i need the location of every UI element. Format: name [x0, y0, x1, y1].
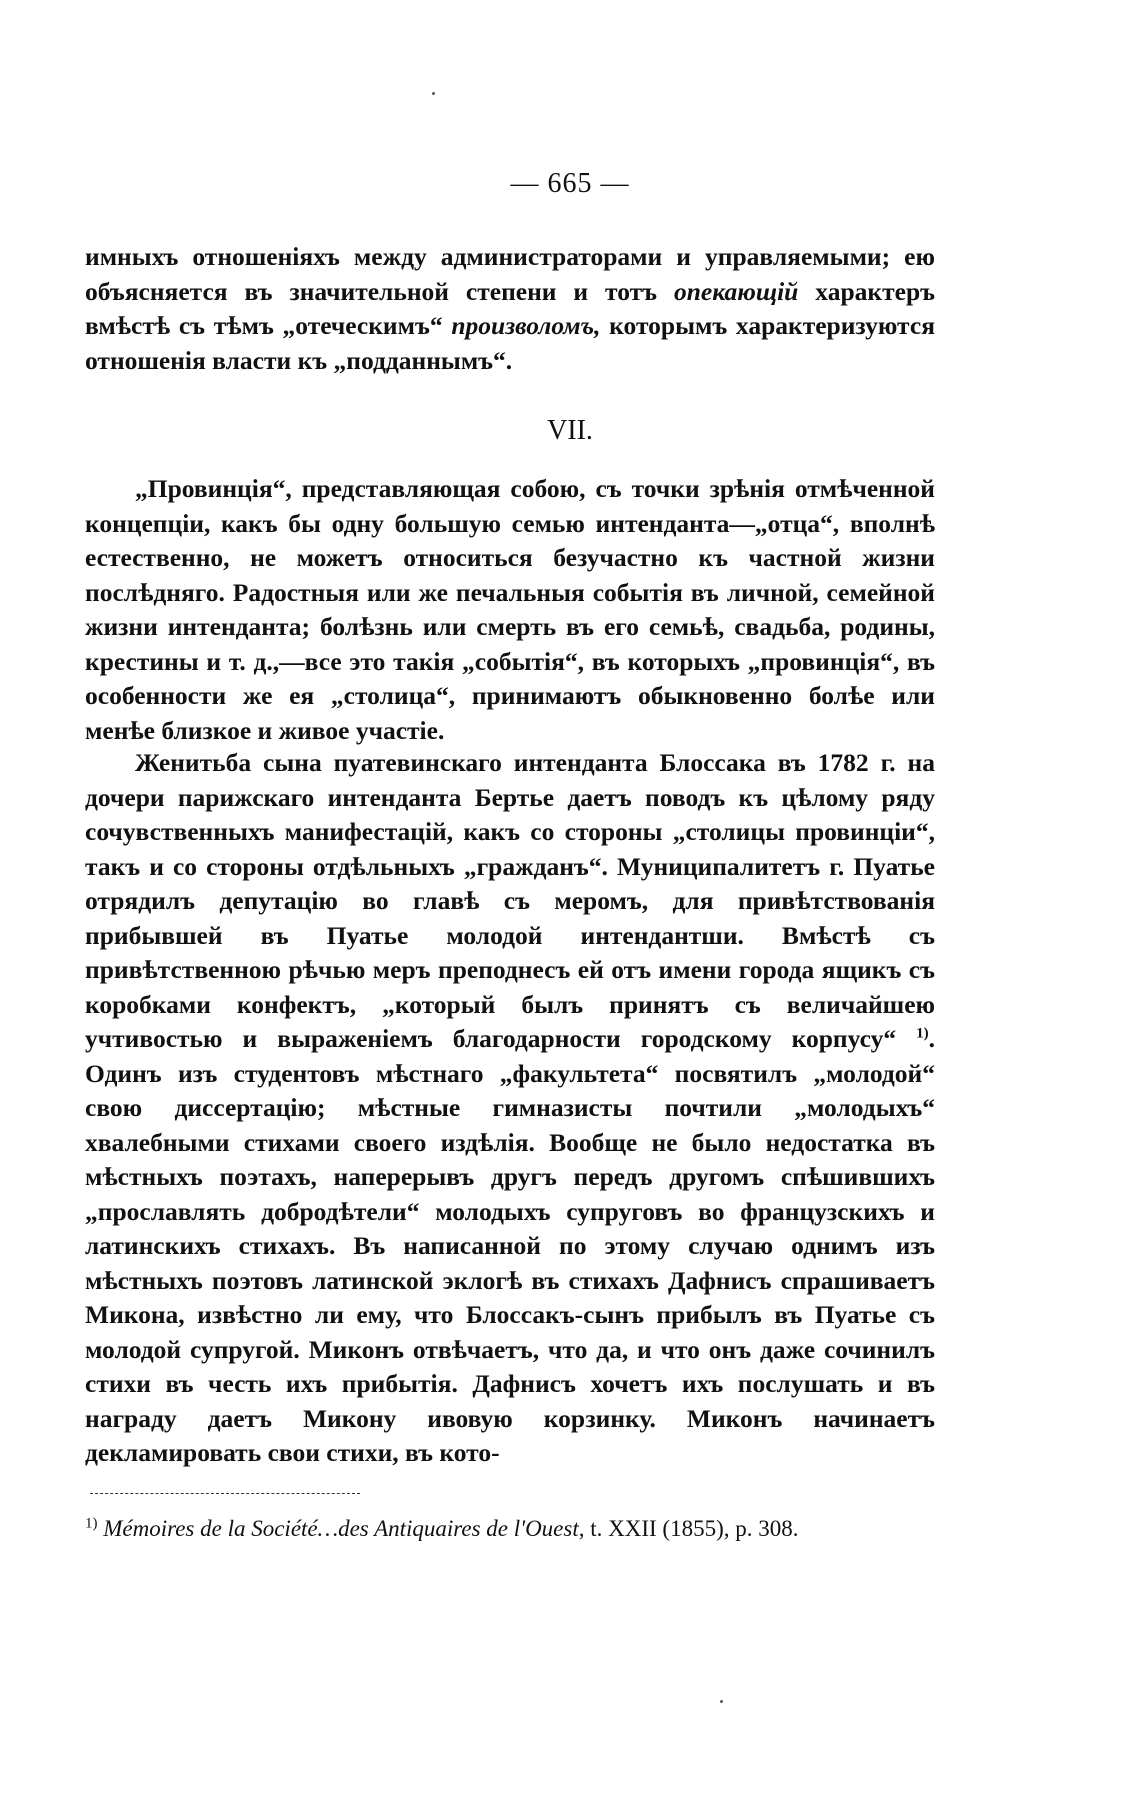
paragraph-text — [85, 746, 935, 1471]
print-speck — [432, 92, 435, 95]
footnote-details: t. XXII (1855), p. 308. — [584, 1516, 799, 1541]
paragraph-text: „Провинція“, представляющая собою, съ точки зрѣнія отмѣченной концепціи, какъ бы одну большую семью интенданта—„отца“, вполнѣ естественно, не можетъ относиться безучастно къ частной жизни послѣдняго. Радостныя или же печальныя событія въ личной, семейной жизни интенданта; болѣзнь или смерть въ его семьѣ, свадьба, родины, крестины и т. д.,—все это такія „событія“, въ которыхъ „провинція“, въ особенности же ея „столица“, принимаютъ обыкновенно болѣе или менѣе близкое и живое участіе. — [85, 474, 935, 745]
footnote-mark: 1) — [85, 1515, 98, 1532]
text-run: характеръ вмѣстѣ съ тѣмъ „отеческимъ“ — [85, 276, 935, 340]
text-run: . Одинъ изъ студентовъ мѣстнаго „факультета“ посвятилъ „молодой“ свою диссертацію; мѣстные гимназисты почтили „молодыхъ“ хвалебными стихами своего издѣлія. Вообще не было недостатка въ мѣстныхъ поэтахъ, наперерывъ другъ передъ другомъ спѣшившихъ „прославлять добродѣтели“ молодыхъ супруговъ во французскихъ и латинскихъ стихахъ. Въ написанной по этому случаю однимъ изъ мѣстныхъ поэтовъ латинской эклогѣ въ стихахъ Дафнисъ спрашиваетъ Микона, извѣстно ли ему, что Блоссакъ-сынъ прибылъ въ Пуатье съ молодой супругой. Миконъ отвѣчаетъ, что да, и что онъ даже сочинилъ стихи въ честь ихъ прибытія. Дафнисъ хочетъ ихъ послушать и въ награду даетъ Микону ивовую корзинку. Миконъ начинаетъ декламировать свои стихи, въ кото- — [85, 1024, 935, 1467]
text-run: имныхъ отношеніяхъ между администраторами и управляемыми; ею объясняется въ значительной степени и тотъ — [85, 242, 935, 306]
italic-term: произволомъ, — [451, 311, 601, 340]
footnote-source: Mémoires de la Société…des Antiquaires de l'Ouest, — [103, 1516, 585, 1541]
paragraph-continued — [85, 240, 935, 378]
italic-term: опекающій — [673, 276, 799, 306]
page-number: — 665 — — [510, 168, 630, 199]
print-speck — [720, 1700, 723, 1703]
footnote-divider — [90, 1493, 360, 1494]
footnote-reference[interactable]: 1) — [916, 1025, 929, 1042]
section-heading: VII. — [547, 415, 593, 446]
paragraph-wedding — [85, 746, 935, 1471]
text-run: которымъ характеризуются отношенія власти къ „подданнымъ“. — [85, 311, 935, 375]
footnote — [85, 1512, 935, 1546]
paragraph-text — [85, 240, 935, 378]
paragraph-province — [85, 472, 935, 748]
text-run: Женитьба сына пуатевинскаго интенданта Блоссака въ 1782 г. на дочери парижскаго интенданта Бертье даетъ поводъ къ цѣлому ряду сочувственныхъ манифестацій, какъ со стороны „столицы провинціи“, такъ и со стороны отдѣльныхъ „гражданъ“. Муниципалитетъ г. Пуатье отрядилъ депутацію во главѣ съ меромъ, для привѣтствованія прибывшей въ Пуатье молодой интендантши. Вмѣстѣ съ привѣтственною рѣчью меръ преподнесъ ей отъ имени города ящикъ съ коробками конфектъ, „который былъ принятъ съ величайшею учтивостью и выраженіемъ благодарности городскому корпусу“ — [85, 748, 935, 1053]
